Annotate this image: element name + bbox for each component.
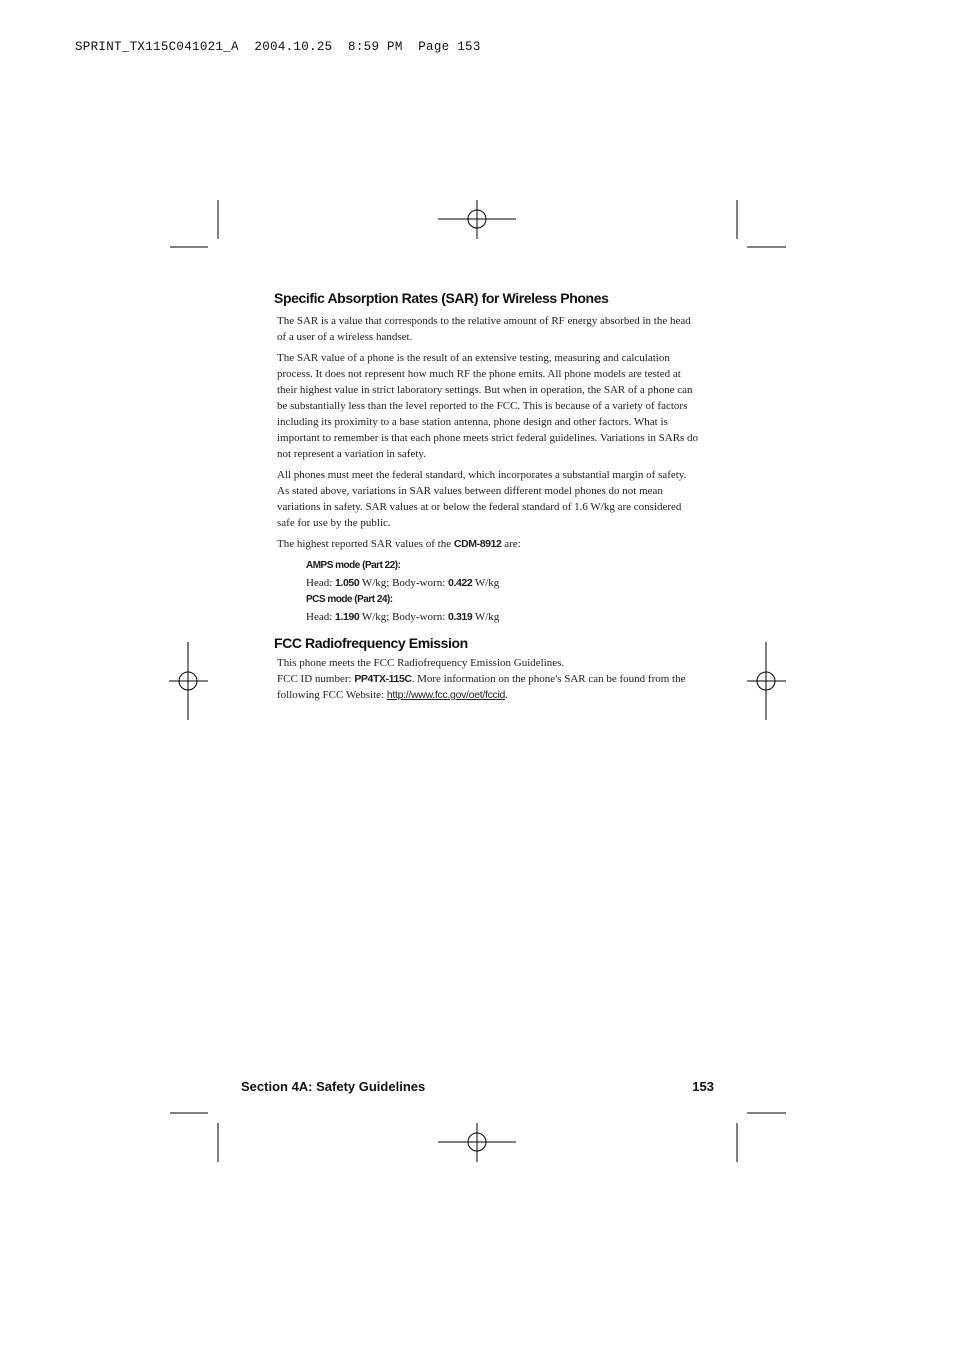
print-slug: SPRINT_TX115C041021_A 2004.10.25 8:59 PM Page 153 [75,40,481,54]
sar-paragraph-2: The SAR value of a phone is the result of an extensive testing, measuring and calculation process. It does not represent how much RF the phone emits. All phone models are tested at their highest value in strict laboratory settings. But when in operation, the SAR of a phone can be substantially less than the level reported to the FCC. This is because of a variety of factors including its proximity to a base station antenna, phone design and other factors. What is important to remember is that each phone meets strict federal guidelines. Variations in SARs do not represent a variation in safety. [277,352,699,460]
registration-mark-bottom [438,1123,516,1162]
pcs-mode-block: PCS mode (Part 24): Head: 1.190 W/kg; Body-worn: 0.319 W/kg [306,591,699,625]
pcs-mode-label: PCS mode (Part 24): [306,594,393,605]
amps-mode-label: AMPS mode (Part 22): [306,560,401,571]
fcc-website-link[interactable]: http://www.fcc.gov/oet/fccid [386,689,506,701]
page-footer [241,1079,714,1094]
fcc-line-1: This phone meets the FCC Radiofrequency Emission Guidelines. [277,657,565,669]
fcc-id-value: PP4TX-115C [354,673,412,685]
fcc-heading: FCC Radiofrequency Emission [274,635,468,651]
amps-body-value: 0.422 [448,577,473,589]
registration-mark-right [747,642,786,720]
sar-paragraph-4: The highest reported SAR values of the CDM-8912 are: [277,538,521,550]
fcc-id-paragraph: FCC ID number: PP4TX-115C. More information on the phone's SAR can be found from the following FCC Website: http://www.fcc.gov/oet/fccid. [277,673,686,701]
amps-mode-block: AMPS mode (Part 22): Head: 1.050 W/kg; Body-worn: 0.422 W/kg [306,557,699,591]
sar-paragraph-1: The SAR is a value that corresponds to the relative amount of RF energy absorbed in the head of a user of a wireless handset. [277,315,691,343]
registration-mark-left [169,642,208,720]
amps-head-value: 1.050 [335,577,360,589]
footer-section-title: Section 4A: Safety Guidelines [241,1079,426,1094]
sar-heading: Specific Absorption Rates (SAR) for Wireless Phones [274,290,609,306]
page-number: 153 [692,1079,714,1094]
pcs-body-value: 0.319 [448,611,473,623]
main-content [274,290,699,708]
sar-paragraph-3: All phones must meet the federal standard, which incorporates a substantial margin of safety. As stated above, variations in SAR values between different model phones do not mean variations in safety. SAR values at or below the federal standard of 1.6 W/kg are considered safe for use by the public. [277,469,687,529]
model-number: CDM-8912 [453,538,502,550]
pcs-head-value: 1.190 [335,611,360,623]
registration-mark-top [438,200,516,239]
